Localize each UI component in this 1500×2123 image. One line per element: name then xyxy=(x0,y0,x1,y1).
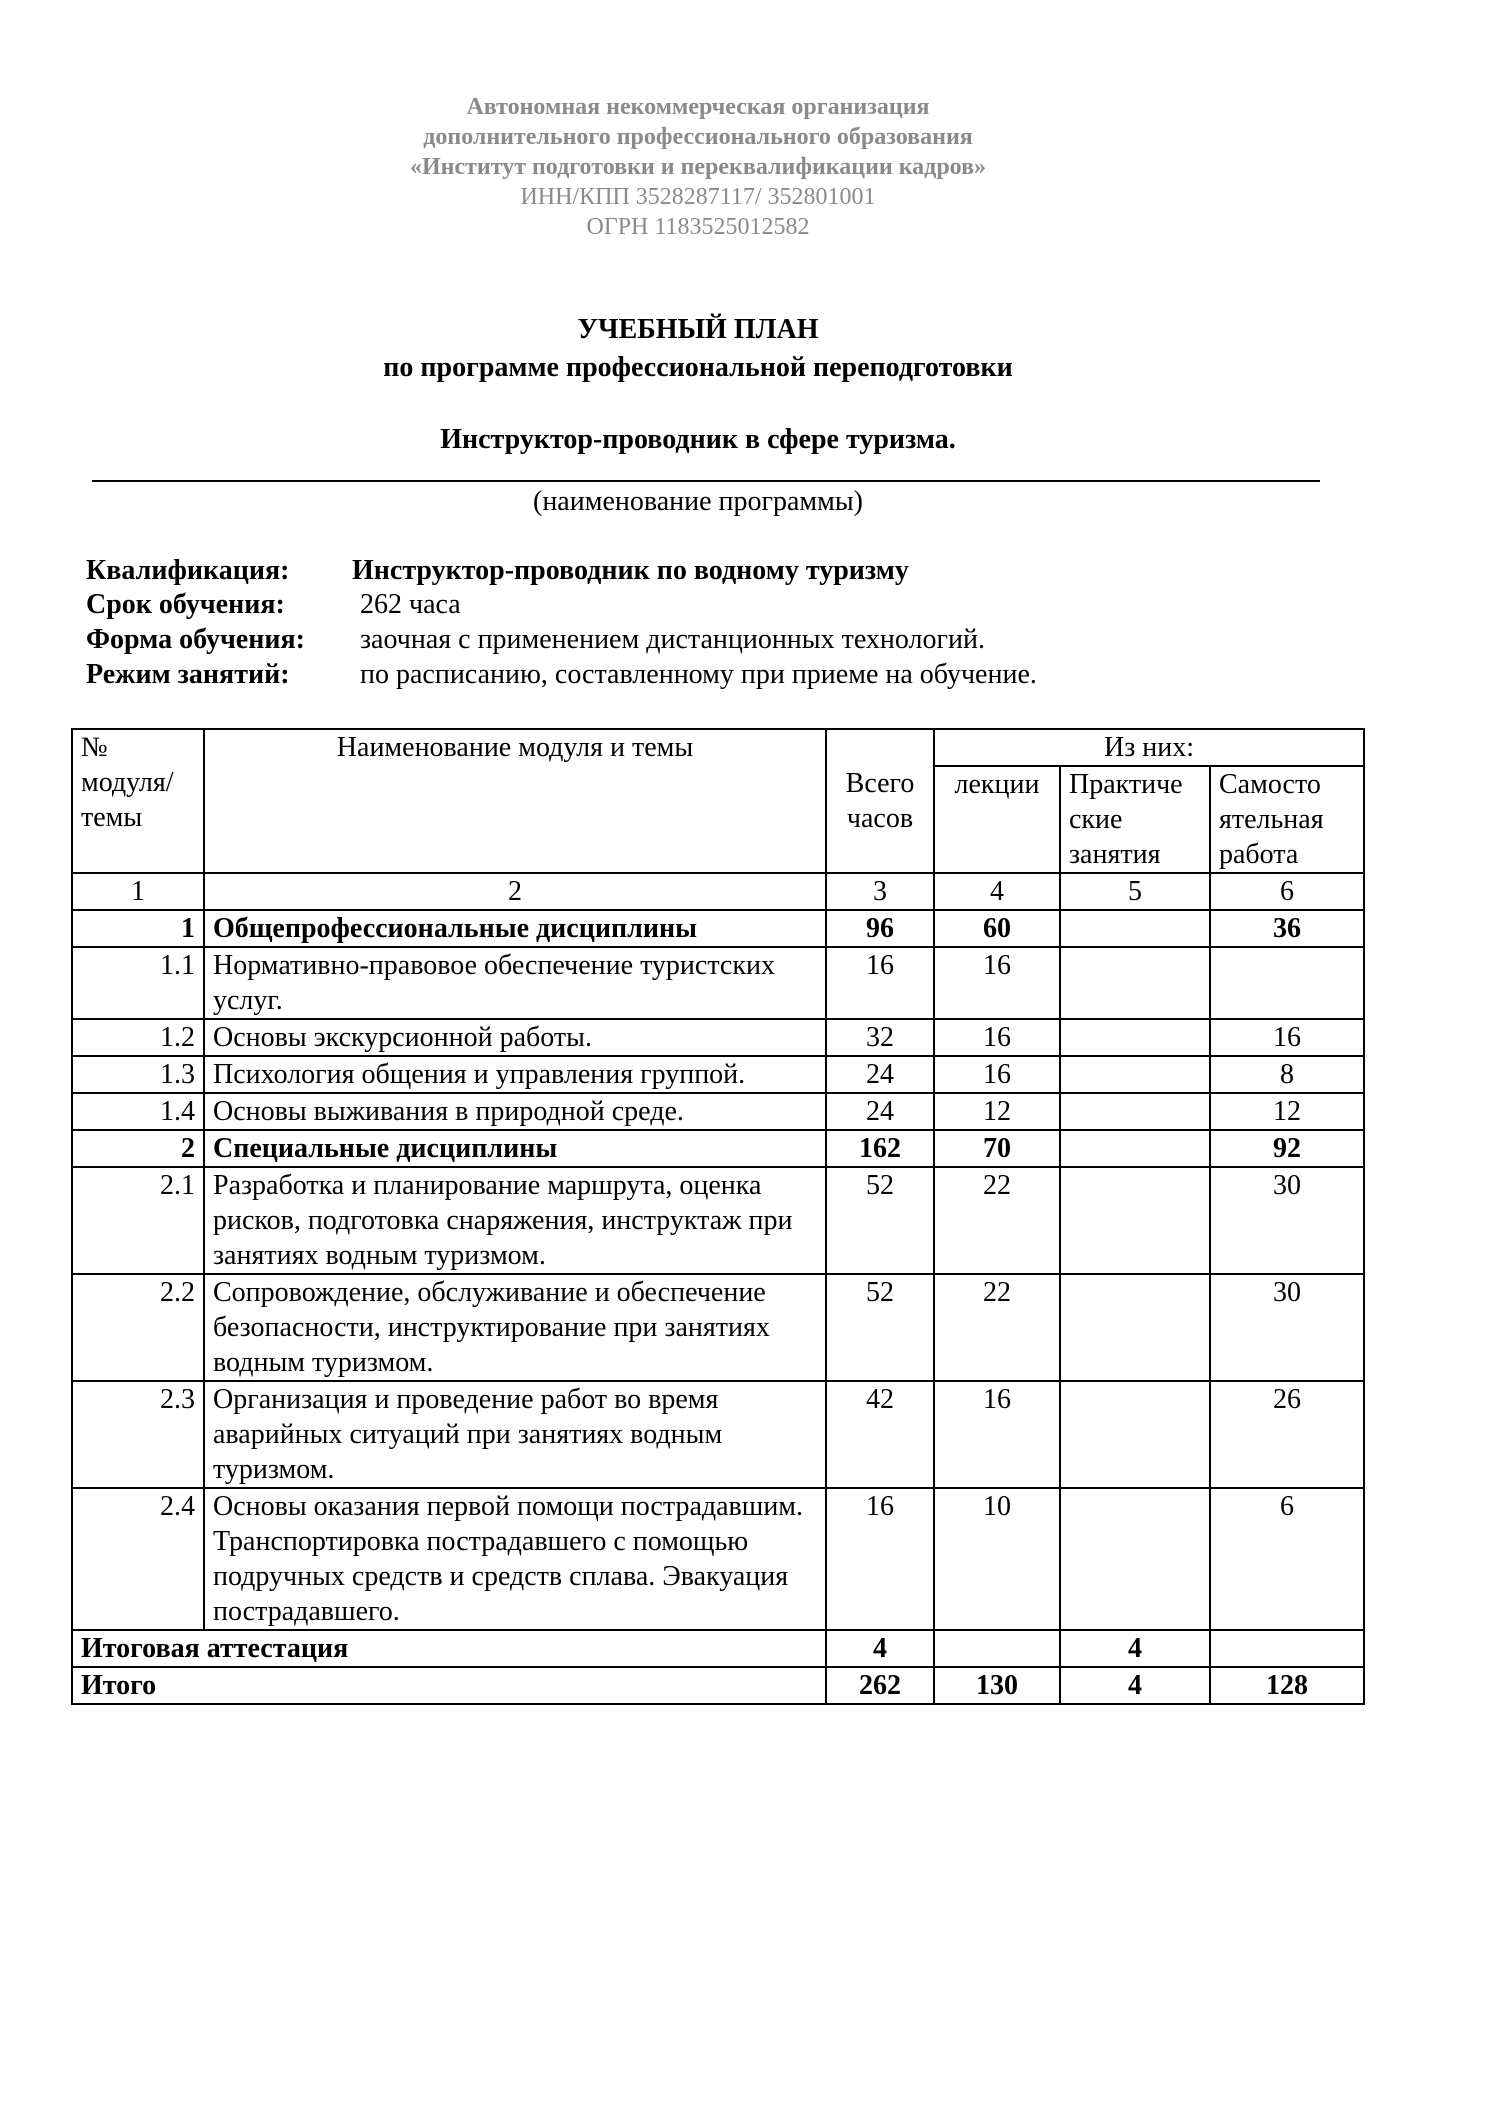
row-name: Специальные дисциплины xyxy=(204,1130,826,1167)
row-lectures: 16 xyxy=(934,1019,1060,1056)
topic-row xyxy=(72,1056,1364,1093)
header-practice: Практиче ские занятия xyxy=(1060,766,1210,873)
header-total: Всего часов xyxy=(826,729,934,873)
row-number: 2.4 xyxy=(72,1488,204,1630)
program-underline xyxy=(92,480,1320,482)
topic-row xyxy=(72,1093,1364,1130)
row-lectures: 16 xyxy=(934,1056,1060,1093)
header-row-1 xyxy=(72,729,1364,766)
total-label: Итого xyxy=(72,1667,826,1704)
topic-row xyxy=(72,947,1364,1019)
duration-label: Срок обучения: xyxy=(86,589,285,620)
row-total-hours: 16 xyxy=(826,1488,934,1630)
row-total-hours: 32 xyxy=(826,1019,934,1056)
topic-row xyxy=(72,1488,1364,1630)
mode-value: по расписанию, составленному при приеме на обучение. xyxy=(360,659,1037,690)
row-practice xyxy=(1060,947,1210,1019)
mode-label: Режим занятий: xyxy=(86,659,290,690)
row-name: Сопровождение, обслуживание и обеспечение безопасности, инструктирование при занятиях водным туризмом. xyxy=(204,1274,826,1381)
row-total-hours: 24 xyxy=(826,1056,934,1093)
colnum-4: 4 xyxy=(934,873,1060,910)
row-practice xyxy=(1060,1488,1210,1630)
row-self-study: 30 xyxy=(1210,1274,1364,1381)
header-name: Наименование модуля и темы xyxy=(204,729,826,873)
colnum-5: 5 xyxy=(1060,873,1210,910)
row-self-study: 30 xyxy=(1210,1167,1364,1274)
topic-row xyxy=(72,1381,1364,1488)
row-lectures: 16 xyxy=(934,947,1060,1019)
row-number: 1.1 xyxy=(72,947,204,1019)
row-total-hours: 162 xyxy=(826,1130,934,1167)
column-number-row xyxy=(72,873,1364,910)
row-total-hours: 52 xyxy=(826,1274,934,1381)
program-caption: (наименование программы) xyxy=(533,486,863,517)
row-lectures: 70 xyxy=(934,1130,1060,1167)
row-name: Психология общения и управления группой. xyxy=(204,1056,826,1093)
total-self: 128 xyxy=(1210,1667,1364,1704)
row-name: Основы выживания в природной среде. xyxy=(204,1093,826,1130)
row-practice xyxy=(1060,1019,1210,1056)
row-self-study: 92 xyxy=(1210,1130,1364,1167)
row-self-study xyxy=(1210,947,1364,1019)
attestation-total: 4 xyxy=(826,1630,934,1667)
row-number: 2 xyxy=(72,1130,204,1167)
row-practice xyxy=(1060,1381,1210,1488)
row-self-study: 26 xyxy=(1210,1381,1364,1488)
row-total-hours: 96 xyxy=(826,910,934,947)
doc-title: УЧЕБНЫЙ ПЛАН xyxy=(577,314,819,345)
attestation-label: Итоговая аттестация xyxy=(72,1630,826,1667)
header-num: № модуля/ темы xyxy=(72,729,204,873)
doc-subtitle: по программе профессиональной переподготовки xyxy=(383,352,1013,383)
total-hours: 262 xyxy=(826,1667,934,1704)
qualification-value: Инструктор-проводник по водному туризму xyxy=(352,555,909,586)
row-lectures: 12 xyxy=(934,1093,1060,1130)
row-number: 1.4 xyxy=(72,1093,204,1130)
row-total-hours: 52 xyxy=(826,1167,934,1274)
row-name: Основы оказания первой помощи пострадавшим. Транспортировка пострадавшего с помощью подручных средств и средств сплава. Эвакуация пострадавшего. xyxy=(204,1488,826,1630)
row-self-study: 16 xyxy=(1210,1019,1364,1056)
row-total-hours: 16 xyxy=(826,947,934,1019)
colnum-3: 3 xyxy=(826,873,934,910)
row-practice xyxy=(1060,1130,1210,1167)
program-name: Инструктор-проводник в сфере туризма. xyxy=(440,424,956,455)
row-total-hours: 24 xyxy=(826,1093,934,1130)
row-practice xyxy=(1060,1056,1210,1093)
topic-row xyxy=(72,1274,1364,1381)
row-self-study: 8 xyxy=(1210,1056,1364,1093)
attestation-self xyxy=(1210,1630,1364,1667)
attestation-row xyxy=(72,1630,1364,1667)
row-number: 1 xyxy=(72,910,204,947)
org-inn-kpp: ИНН/КПП 3528287117/ 352801001 xyxy=(520,184,876,210)
row-lectures: 22 xyxy=(934,1274,1060,1381)
total-practice: 4 xyxy=(1060,1667,1210,1704)
header-lectures: лекции xyxy=(934,766,1060,873)
row-self-study: 6 xyxy=(1210,1488,1364,1630)
row-name: Основы экскурсионной работы. xyxy=(204,1019,826,1056)
row-name: Общепрофессиональные дисциплины xyxy=(204,910,826,947)
row-name: Разработка и планирование маршрута, оценка рисков, подготовка снаряжения, инструктаж при занятиях водным туризмом. xyxy=(204,1167,826,1274)
row-name: Нормативно-правовое обеспечение туристских услуг. xyxy=(204,947,826,1019)
row-lectures: 22 xyxy=(934,1167,1060,1274)
topic-row xyxy=(72,1019,1364,1056)
row-number: 2.1 xyxy=(72,1167,204,1274)
row-lectures: 16 xyxy=(934,1381,1060,1488)
row-number: 2.3 xyxy=(72,1381,204,1488)
header-of-them: Из них: xyxy=(934,729,1364,766)
row-practice xyxy=(1060,910,1210,947)
row-lectures: 60 xyxy=(934,910,1060,947)
row-number: 1.3 xyxy=(72,1056,204,1093)
qualification-label: Квалификация: xyxy=(86,555,290,586)
colnum-2: 2 xyxy=(204,873,826,910)
row-practice xyxy=(1060,1093,1210,1130)
module-row xyxy=(72,910,1364,947)
row-self-study: 12 xyxy=(1210,1093,1364,1130)
organization-header xyxy=(0,92,1396,242)
duration-value: 262 часа xyxy=(360,589,461,620)
topic-row xyxy=(72,1167,1364,1274)
org-name-line-3: «Институт подготовки и переквалификации кадров» xyxy=(409,154,987,180)
form-label: Форма обучения: xyxy=(86,624,305,655)
row-self-study: 36 xyxy=(1210,910,1364,947)
row-practice xyxy=(1060,1167,1210,1274)
total-row xyxy=(72,1667,1364,1704)
header-self: Самосто ятельная работа xyxy=(1210,766,1364,873)
row-practice xyxy=(1060,1274,1210,1381)
row-total-hours: 42 xyxy=(826,1381,934,1488)
org-ogrn: ОГРН 1183525012582 xyxy=(586,214,810,240)
curriculum-table xyxy=(71,728,1365,1705)
module-row xyxy=(72,1130,1364,1167)
org-name-line-1: Автономная некоммерческая организация xyxy=(466,94,930,120)
attestation-lectures xyxy=(934,1630,1060,1667)
form-value: заочная с применением дистанционных технологий. xyxy=(360,624,985,655)
attestation-practice: 4 xyxy=(1060,1630,1210,1667)
row-name: Организация и проведение работ во время аварийных ситуаций при занятиях водным туризмом. xyxy=(204,1381,826,1488)
row-number: 1.2 xyxy=(72,1019,204,1056)
colnum-6: 6 xyxy=(1210,873,1364,910)
total-lectures: 130 xyxy=(934,1667,1060,1704)
row-number: 2.2 xyxy=(72,1274,204,1381)
colnum-1: 1 xyxy=(72,873,204,910)
org-name-line-2: дополнительного профессионального образования xyxy=(423,124,973,150)
row-lectures: 10 xyxy=(934,1488,1060,1630)
